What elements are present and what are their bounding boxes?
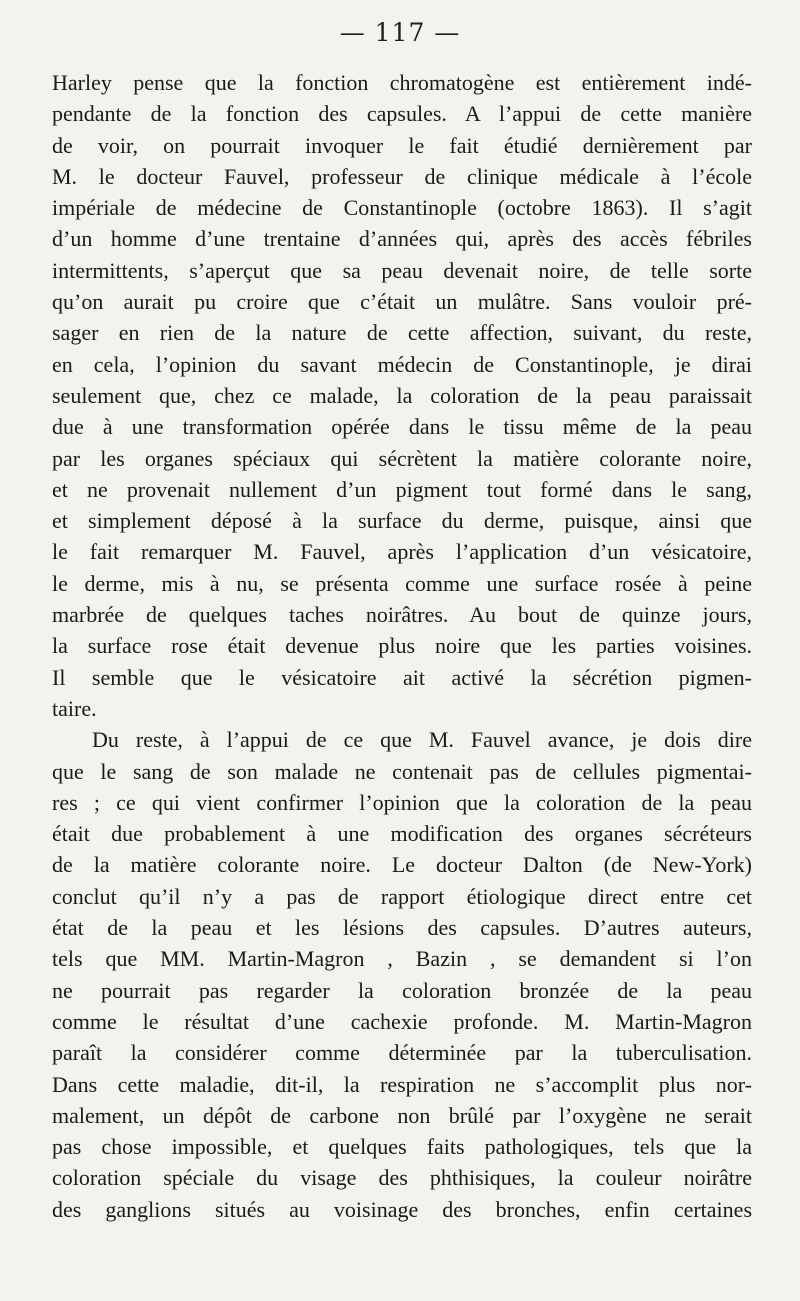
text-line: par les organes spéciaux qui sécrètent la matière colorante noire,: [52, 445, 752, 471]
text-line: de voir, on pourrait invoquer le fait étudié dernièrement par: [52, 132, 752, 158]
body-text: [52, 67, 752, 1225]
text-line: le fait remarquer M. Fauvel, après l’application d’un vésicatoire,: [52, 539, 752, 565]
text-line: conclut qu’il n’y a pas de rapport étiologique direct entre cet: [52, 883, 752, 909]
text-line: la surface rose était devenue plus noire que les parties voisines.: [52, 633, 752, 659]
text-line: intermittents, s’aperçut que sa peau devenait noire, de telle sorte: [52, 257, 752, 283]
text-line: Il semble que le vésicatoire ait activé la sécrétion pigmen-: [52, 664, 752, 690]
text-line: marbrée de quelques taches noirâtres. Au bout de quinze jours,: [52, 602, 752, 628]
text-line: impériale de médecine de Constantinople (octobre 1863). Il s’agit: [52, 195, 752, 221]
text-line: tels que MM. Martin-Magron , Bazin , se demandent si l’on: [52, 946, 752, 972]
text-line: malement, un dépôt de carbone non brûlé par l’oxygène ne serait: [52, 1102, 752, 1128]
text-line: d’un homme d’une trentaine d’années qui, après des accès fébriles: [52, 226, 752, 252]
text-line: sager en rien de la nature de cette affection, suivant, du reste,: [52, 320, 752, 346]
text-line: Harley pense que la fonction chromatogène est entièrement indé-: [52, 70, 752, 95]
text-line: que le sang de son malade ne contenait pas de cellules pigmentai-: [52, 758, 752, 784]
text-line: pendante de la fonction des capsules. A l’appui de cette manière: [52, 101, 752, 127]
text-line: et ne provenait nullement d’un pigment tout formé dans le sang,: [52, 476, 752, 502]
text-line: de la matière colorante noire. Le docteur Dalton (de New-York): [52, 852, 752, 878]
text-line: Dans cette maladie, dit-il, la respiration ne s’accomplit plus nor-: [52, 1071, 752, 1097]
text-line: était due probablement à une modification des organes sécréteurs: [52, 821, 752, 847]
text-line: comme le résultat d’une cachexie profonde. M. Martin-Magron: [52, 1008, 752, 1034]
text-line: res ; ce qui vient confirmer l’opinion que la coloration de la peau: [52, 789, 752, 815]
text-line: et simplement déposé à la surface du derme, puisque, ainsi que: [52, 508, 752, 534]
text-line: coloration spéciale du visage des phthisiques, la couleur noirâtre: [52, 1165, 752, 1191]
text-line: ne pourrait pas regarder la coloration bronzée de la peau: [52, 977, 752, 1003]
text-line: M. le docteur Fauvel, professeur de clinique médicale à l’école: [52, 163, 752, 189]
text-line: taire.: [52, 695, 97, 721]
text-line: paraît la considérer comme déterminée par la tuberculisation.: [52, 1040, 752, 1066]
paragraph-1: [52, 67, 752, 724]
paragraph-2: [52, 724, 752, 1225]
text-line: des ganglions situés au voisinage des bronches, enfin certaines: [52, 1196, 752, 1222]
text-line: en cela, l’opinion du savant médecin de Constantinople, je dirai: [52, 351, 752, 377]
text-line: état de la peau et les lésions des capsules. D’autres auteurs,: [52, 915, 752, 941]
text-line: le derme, mis à nu, se présenta comme une surface rosée à peine: [52, 570, 752, 596]
text-line: due à une transformation opérée dans le tissu même de la peau: [52, 414, 752, 440]
text-line: seulement que, chez ce malade, la coloration de la peau paraissait: [52, 382, 752, 408]
page-number: — 117 —: [339, 18, 461, 47]
text-line: pas chose impossible, et quelques faits pathologiques, tels que la: [52, 1134, 752, 1160]
text-line: qu’on aurait pu croire que c’était un mulâtre. Sans vouloir pré-: [52, 289, 752, 315]
text-line: Du reste, à l’appui de ce que M. Fauvel avance, je dois dire: [92, 727, 752, 753]
